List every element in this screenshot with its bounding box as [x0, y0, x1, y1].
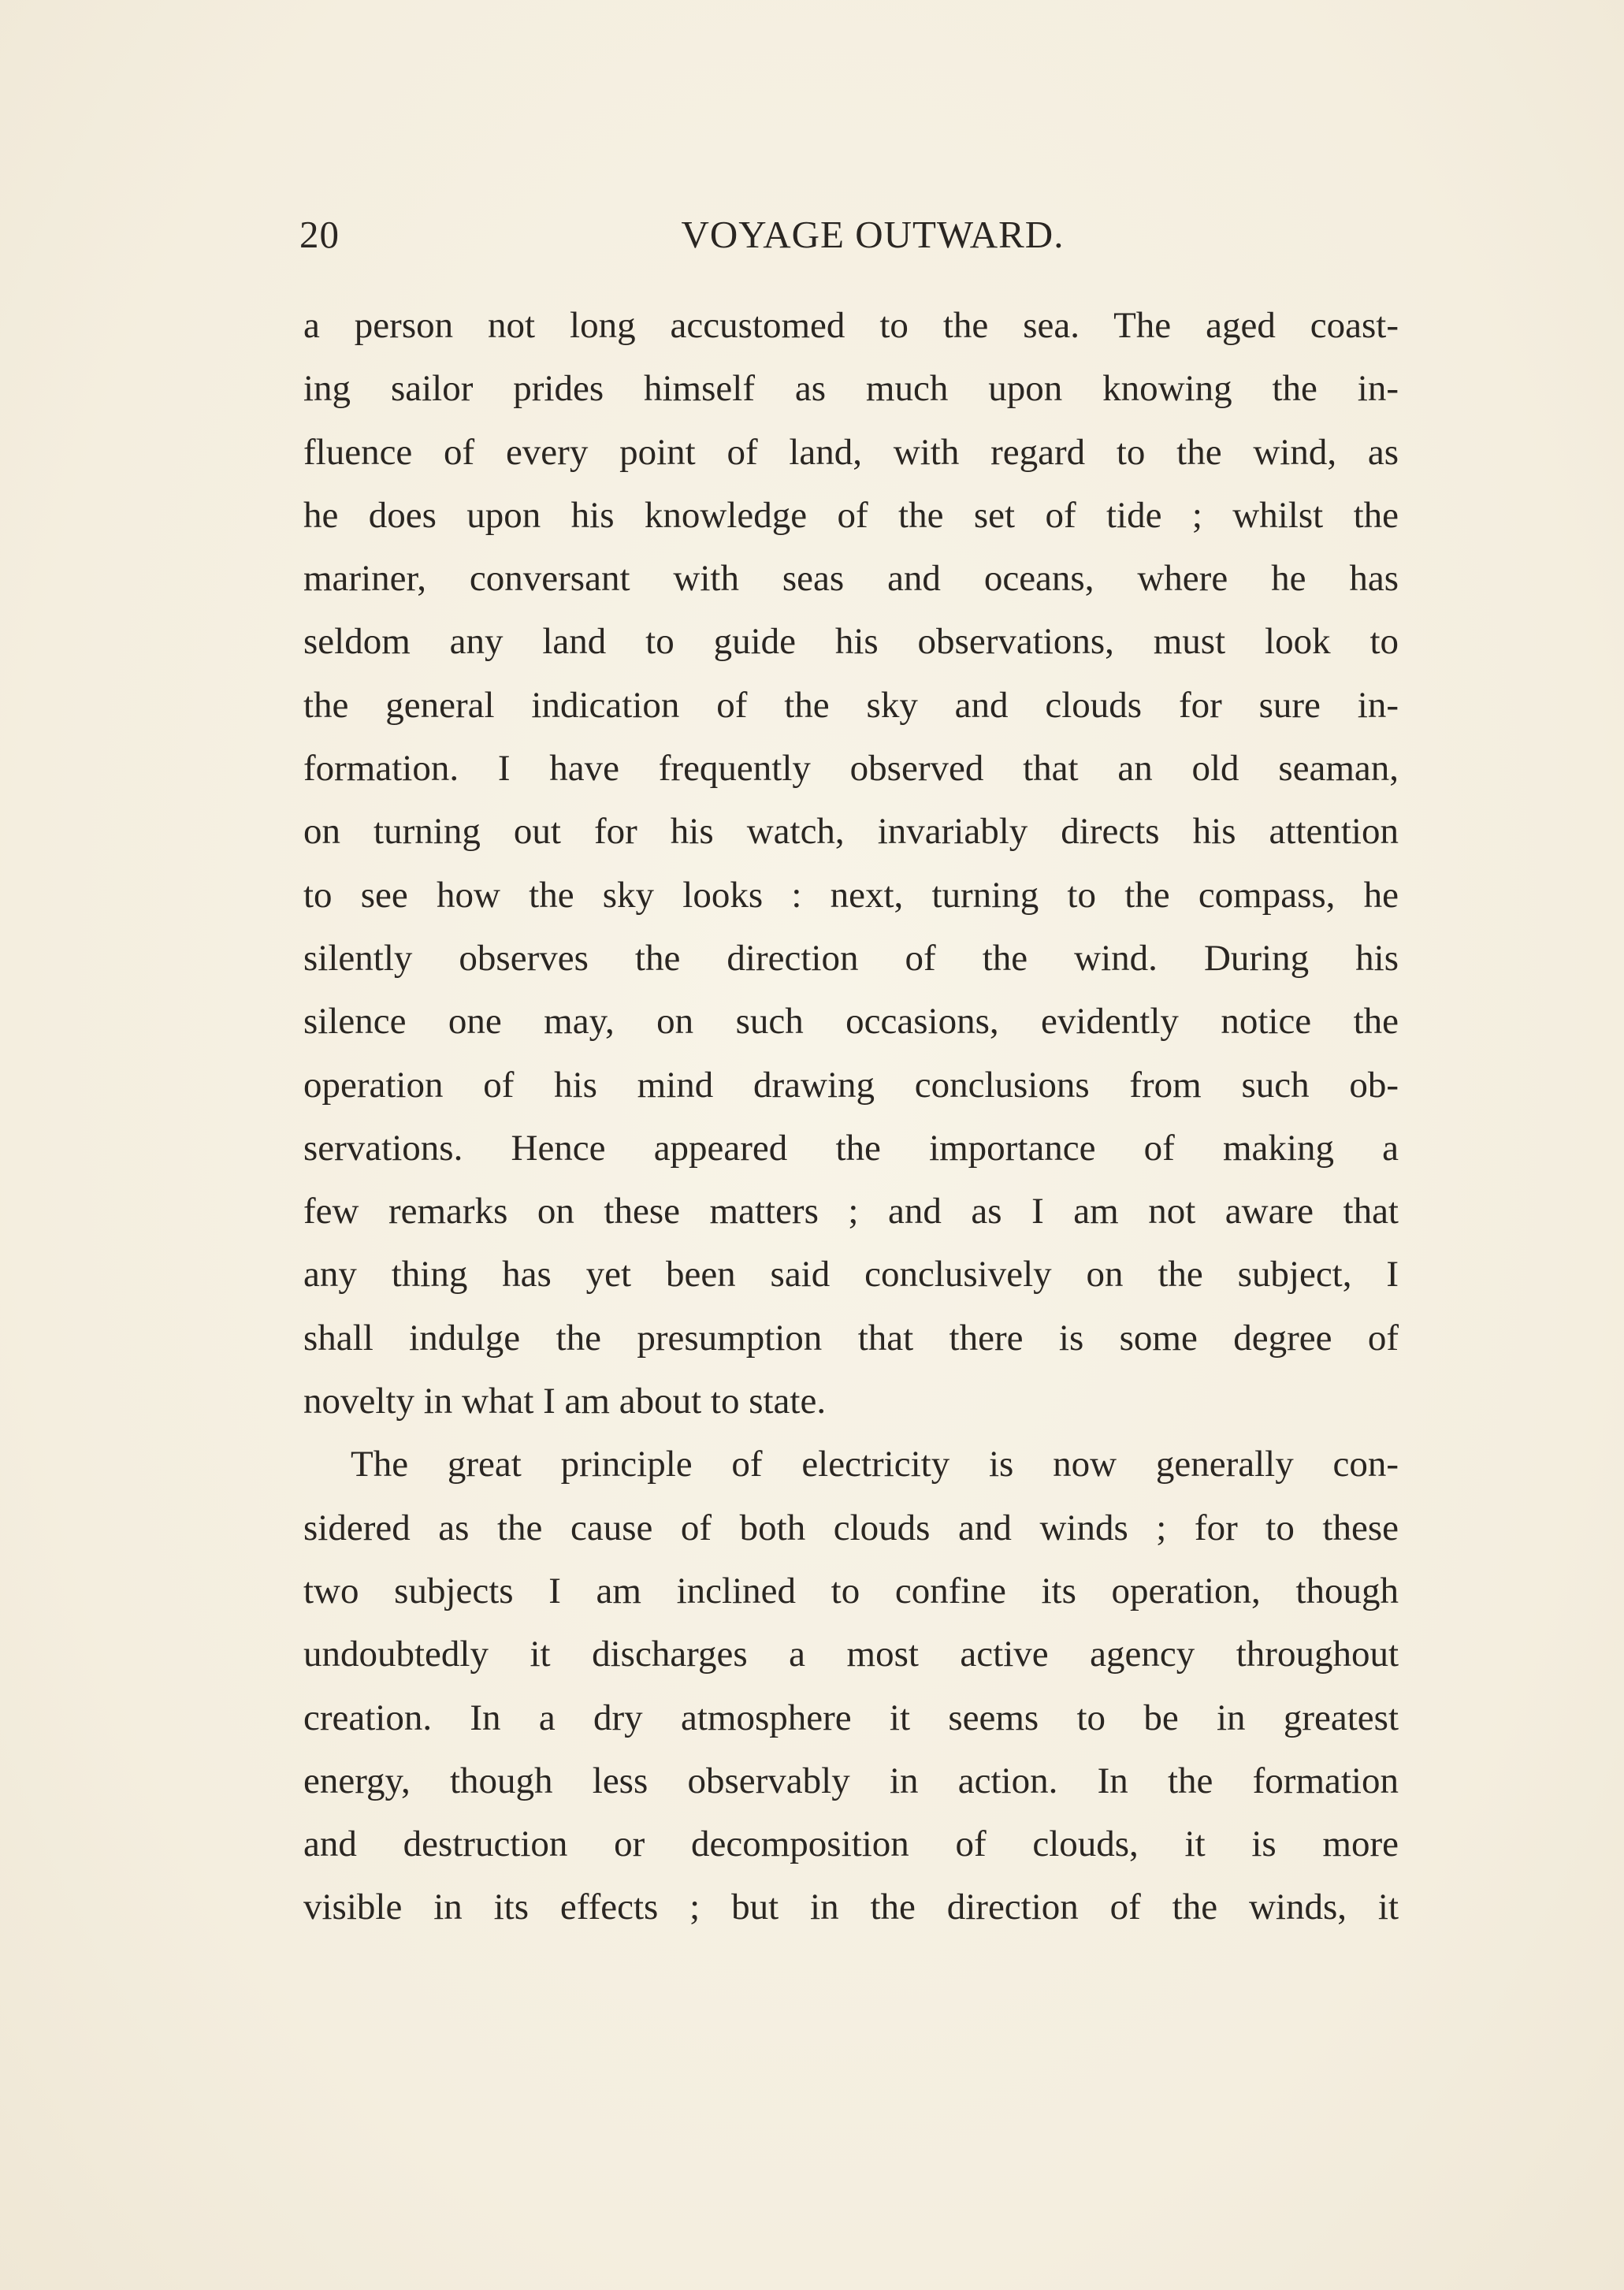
- running-head: [299, 211, 1399, 258]
- text-line: ing sailor prides himself as much upon knowing the in-: [303, 368, 1399, 410]
- text-line: energy, though less observably in action. In the formation: [303, 1760, 1399, 1801]
- page-number: 20: [299, 213, 340, 256]
- text-line: a person not long accustomed to the sea. The aged coast-: [303, 305, 1399, 346]
- text-line: any thing has yet been said conclusively on the subject, I: [303, 1254, 1399, 1296]
- text-line: seldom any land to guide his observations, must look to: [303, 621, 1399, 663]
- text-line: fluence of every point of land, with regard to the wind, as: [303, 431, 1399, 473]
- text-line: and destruction or decomposition of clouds, it is more: [303, 1823, 1399, 1865]
- text-line: sidered as the cause of both clouds and winds ; for to these: [303, 1507, 1399, 1548]
- text-line-paragraph-start: The great principle of electricity is now generally con-: [351, 1444, 1399, 1485]
- text-line: on turning out for his watch, invariably directs his attention: [303, 811, 1399, 853]
- running-title: VOYAGE OUTWARD.: [681, 213, 1065, 256]
- text-line: creation. In a dry atmosphere it seems to be in greatest: [303, 1697, 1399, 1738]
- text-line: operation of his mind drawing conclusions from such ob-: [303, 1064, 1399, 1106]
- text-line: mariner, conversant with seas and oceans, where he has: [303, 558, 1399, 600]
- text-line: few remarks on these matters ; and as I am not aware that: [303, 1191, 1399, 1232]
- text-line: two subjects I am inclined to confine its operation, though: [303, 1570, 1399, 1612]
- text-line: he does upon his knowledge of the set of tide ; whilst the: [303, 494, 1399, 536]
- text-line: formation. I have frequently observed that an old seaman,: [303, 748, 1399, 790]
- body-text: [303, 294, 1399, 1939]
- text-line: servations. Hence appeared the importance of making a: [303, 1127, 1399, 1169]
- text-line: silence one may, on such occasions, evidently notice the: [303, 1001, 1399, 1043]
- text-line: to see how the sky looks : next, turning to the compass, he: [303, 874, 1399, 916]
- text-line: the general indication of the sky and clouds for sure in-: [303, 684, 1399, 726]
- text-line: undoubtedly it discharges a most active agency throughout: [303, 1634, 1399, 1675]
- text-line: visible in its effects ; but in the direction of the winds, it: [303, 1887, 1399, 1928]
- text-line-paragraph-end: novelty in what I am about to state.: [303, 1381, 827, 1422]
- text-line: shall indulge the presumption that there is some degree of: [303, 1317, 1399, 1359]
- text-line: silently observes the direction of the wind. During his: [303, 937, 1399, 979]
